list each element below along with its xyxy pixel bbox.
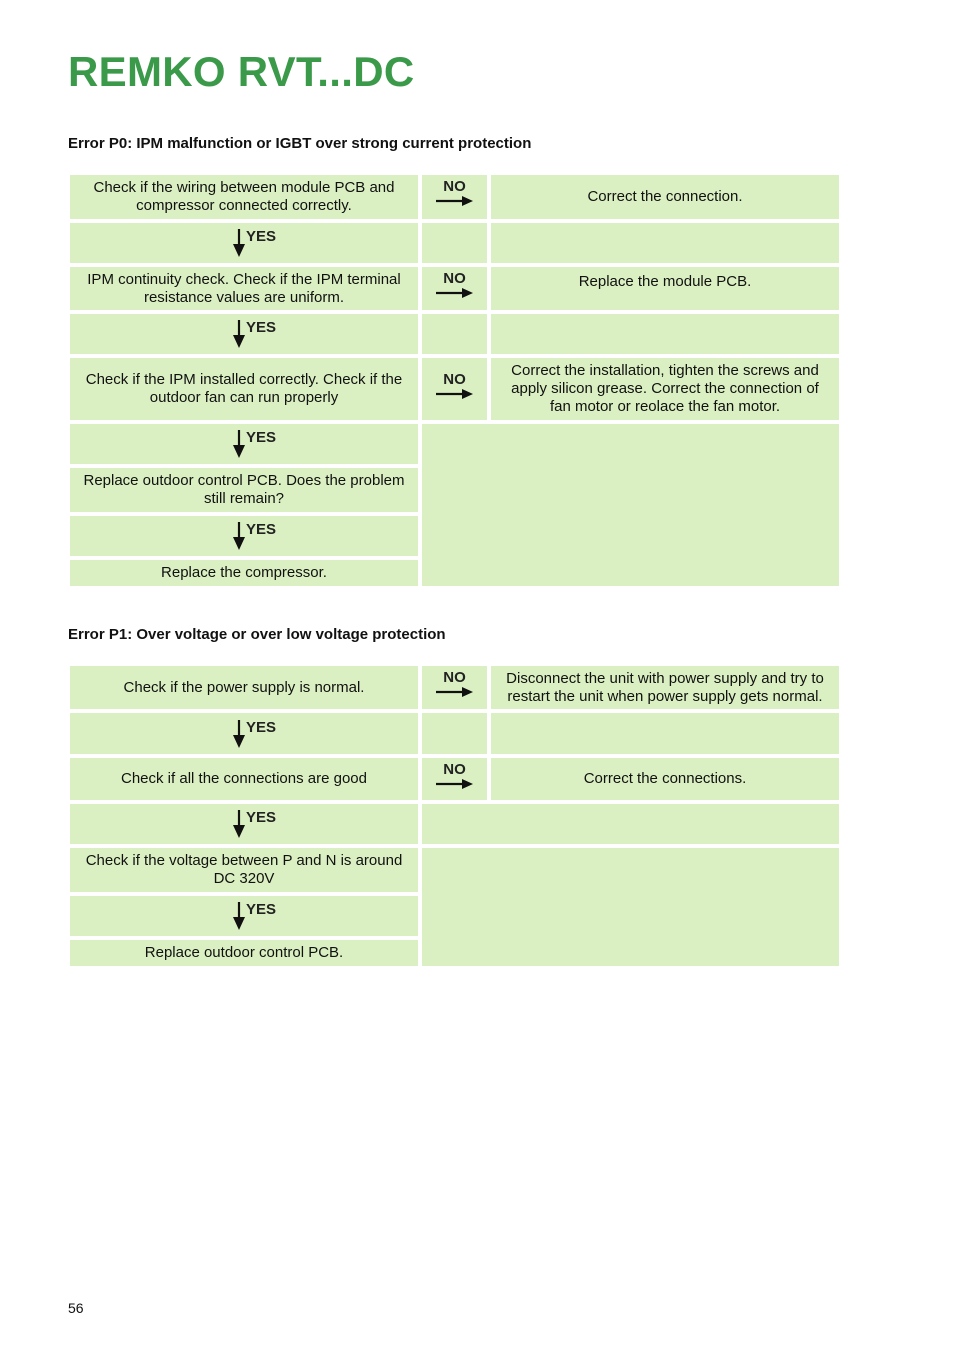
empty-block xyxy=(422,424,839,586)
check-step-3: Check if the voltage between P and N is around DC 320V xyxy=(70,848,418,892)
page-number: 56 xyxy=(68,1300,84,1316)
yes-label: YES xyxy=(245,521,276,538)
arrow-down-icon xyxy=(232,430,246,458)
arrow-down-icon xyxy=(232,229,246,257)
no-label: NO xyxy=(443,178,466,195)
no-label: NO xyxy=(443,761,466,778)
arrow-right-icon xyxy=(436,388,474,400)
no-label: NO xyxy=(443,669,466,686)
empty-cell xyxy=(422,223,487,263)
yes-label: YES xyxy=(245,228,276,245)
check-step-2: Check if all the connections are good xyxy=(70,758,418,800)
no-branch xyxy=(422,666,487,709)
empty-cell xyxy=(422,713,487,754)
arrow-down-icon xyxy=(232,810,246,838)
yes-branch xyxy=(70,223,418,263)
check-step-5: Replace the compressor. xyxy=(70,560,418,586)
action-step-2: Replace the module PCB. xyxy=(491,267,839,310)
document-title: REMKO RVT...DC xyxy=(68,48,415,95)
arrow-down-icon xyxy=(232,902,246,930)
no-branch xyxy=(422,758,487,800)
yes-branch xyxy=(70,424,418,464)
empty-block xyxy=(422,848,839,966)
yes-branch xyxy=(70,896,418,936)
no-label: NO xyxy=(443,371,466,388)
yes-branch xyxy=(70,804,418,844)
arrow-right-icon xyxy=(436,686,474,698)
yes-label: YES xyxy=(245,718,276,736)
no-branch xyxy=(422,358,487,420)
yes-label: YES xyxy=(245,809,276,826)
arrow-down-icon xyxy=(232,522,246,550)
check-step-4: Replace outdoor control PCB. xyxy=(70,940,418,966)
action-step-1: Disconnect the unit with power supply and try to restart the unit when power supply gets normal. xyxy=(491,666,839,709)
check-step-3: Check if the IPM installed correctly. Check if the outdoor fan can run properly xyxy=(70,358,418,420)
action-step-2: Correct the connections. xyxy=(491,758,839,800)
arrow-right-icon xyxy=(436,778,474,790)
yes-label: YES xyxy=(245,319,276,336)
section-heading-p1: Error P1: Over voltage or over low voltage protection xyxy=(68,626,446,643)
no-label: NO xyxy=(443,270,466,287)
check-step-1: Check if the power supply is normal. xyxy=(70,666,418,709)
empty-cell xyxy=(491,713,839,754)
yes-branch xyxy=(70,713,418,754)
empty-cell xyxy=(491,314,839,354)
no-branch xyxy=(422,175,487,219)
empty-cell xyxy=(491,223,839,263)
yes-label: YES xyxy=(245,901,276,918)
yes-branch xyxy=(70,516,418,556)
arrow-right-icon xyxy=(436,287,474,299)
empty-cell xyxy=(422,804,839,844)
check-step-4: Replace outdoor control PCB. Does the problem still remain? xyxy=(70,468,418,512)
action-step-3: Correct the installation, tighten the screws and apply silicon grease. Correct the connection of fan motor or reolace the fan motor. xyxy=(491,358,839,420)
no-branch xyxy=(422,267,487,310)
yes-branch xyxy=(70,314,418,354)
empty-cell xyxy=(422,314,487,354)
section-heading-p0: Error P0: IPM malfunction or IGBT over strong current protection xyxy=(68,135,532,152)
yes-label: YES xyxy=(245,429,276,446)
check-step-1: Check if the wiring between module PCB and compressor connected correctly. xyxy=(70,175,418,219)
arrow-right-icon xyxy=(436,195,474,207)
arrow-down-icon xyxy=(232,320,246,348)
arrow-down-icon xyxy=(232,720,246,748)
action-step-1: Correct the connection. xyxy=(491,175,839,219)
check-step-2: IPM continuity check. Check if the IPM terminal resistance values are uniform. xyxy=(70,267,418,310)
